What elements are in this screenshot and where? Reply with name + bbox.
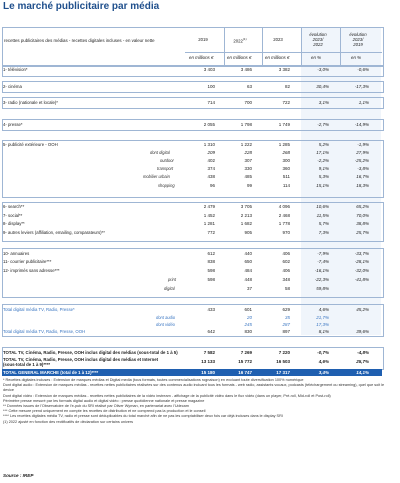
table-cell: 45,2% — [356, 307, 369, 312]
table-cell: 14,1% — [356, 370, 369, 375]
table-cell: 17,1% — [316, 150, 329, 155]
table-cell: 4 096 — [278, 204, 290, 209]
table-cell: 16,7% — [356, 174, 369, 179]
table-cell: 5,7% — [318, 221, 329, 226]
footnote: **** Les recettes digitales média TV, radio et presse sont déduplicables du total marché afin de ne pas les comptabiliser deux fois car déjà incluses dans le display SRI — [3, 414, 283, 419]
col-evolution-2023-2022: évolution 2023/ 2022 — [309, 32, 327, 47]
table-cell: 9,1% — [318, 166, 329, 171]
divider — [185, 52, 382, 53]
row-label: 12- imprimés sans adresse*** — [3, 268, 60, 273]
table-cell: 2 479 — [203, 204, 215, 209]
table-cell: 4,6% — [318, 359, 329, 364]
table-description: recettes publicitaires des médias - recettes digitales incluses - en valeur nette — [4, 38, 155, 43]
table-cell: 598 — [207, 268, 215, 273]
unit-label: en millions € — [265, 55, 290, 60]
table-cell: 3 403 — [203, 67, 215, 72]
row-label: 6- search** — [3, 204, 25, 209]
table-cell: -33,7% — [354, 251, 369, 256]
row-label: Total digital média TV, Radio, Presse, OOH — [3, 329, 86, 334]
table-cell: 722 — [282, 100, 290, 105]
table-cell: 2 055 — [203, 122, 215, 127]
table-cell: -14,9% — [354, 122, 369, 127]
table-cell: 3,4% — [318, 370, 329, 375]
footnote: ** Données issues de l'Observatoire de l'e-pub du SRI réalisé par Oliver Wyman, en partenariat avec l'Udecam — [3, 404, 189, 409]
table-cell: 485 — [244, 174, 252, 179]
table-cell: 58 — [284, 286, 290, 291]
table-cell: -25,2% — [354, 158, 369, 163]
table-cell: 1 798 — [240, 122, 252, 127]
row-label: TOTAL TV, Cinéma, Radio, Presse, OOH inclus digital des médias et Internet — [3, 357, 159, 362]
table-cell: -16,1% — [314, 268, 329, 273]
table-cell: 287 — [282, 322, 290, 327]
table-cell: 20 — [246, 315, 252, 320]
row-sublabel: digital — [164, 286, 175, 291]
table-cell: 114 — [282, 183, 290, 188]
footnote: Périmètre presse mesuré par les formats digital audio et digital vidéo : presse quotidienne nationale et presse magazine — [3, 398, 205, 403]
table-cell: 11,5% — [316, 213, 329, 218]
table-cell: 7 582 — [203, 350, 215, 355]
table-cell: 1 281 — [203, 221, 215, 226]
table-cell: 1 778 — [278, 221, 290, 226]
table-cell: -3,8% — [357, 166, 369, 171]
row-label: (sous-total de 1 à 9)**** — [3, 362, 51, 367]
row-sublabel: dont audio — [156, 315, 176, 320]
row-label: 10- annuaires — [3, 251, 30, 256]
table-cell: -1,9% — [357, 142, 369, 147]
footnote: Dont digital vidéo : Extension de marques médias - recettes nettes publicitaires de la vidéo instream - affichage de la publicité vidéo dans le flux vidéo (dans un player, Pré-roll, Mid-roll et Post-roll) — [3, 393, 331, 398]
col-2019: 2019 — [198, 37, 208, 42]
table-cell: 7 269 — [240, 350, 252, 355]
table-cell: 228 — [244, 150, 252, 155]
table-cell: 714 — [207, 100, 215, 105]
table-cell: -0,6% — [357, 67, 369, 72]
table-cell: 3 705 — [240, 204, 252, 209]
source-label: Source : IREP — [3, 473, 34, 478]
table-cell: 30,4% — [316, 84, 329, 89]
table-cell: 300 — [282, 158, 290, 163]
table-cell: 2 468 — [278, 213, 290, 218]
table-cell: -3,0% — [317, 67, 329, 72]
table-cell: 15,1% — [316, 183, 329, 188]
table-cell: -7,9% — [317, 251, 329, 256]
table-cell: 18,3% — [356, 183, 369, 188]
table-cell: 1,1% — [358, 100, 369, 105]
row-label: 5- publicité extérieure - OOH — [3, 142, 58, 147]
table-cell: 3 382 — [278, 67, 290, 72]
table-cell: 440 — [244, 251, 252, 256]
divider — [340, 27, 341, 65]
row-label: 7- social** — [3, 213, 23, 218]
table-cell: 2 213 — [240, 213, 252, 218]
table-cell: -2,7% — [317, 122, 329, 127]
table-cell: 897 — [282, 329, 290, 334]
table-cell: -7,4% — [317, 259, 329, 264]
table-cell: 970 — [282, 230, 290, 235]
row-sublabel: transport — [157, 166, 174, 171]
table-cell: 1 452 — [203, 213, 215, 218]
table-cell: 13 133 — [201, 359, 215, 364]
unit-label: en millions € — [227, 55, 252, 60]
table-cell: 5,2% — [318, 142, 329, 147]
table-cell: 65,2% — [356, 204, 369, 209]
table-cell: 642 — [207, 329, 215, 334]
row-label: 11- courrier publicitaire*** — [3, 259, 52, 264]
table-cell: 17,3% — [316, 322, 329, 327]
footnote: (1) 2022 ajusté en fonction des rectificatifs de déclaration sur certains univers — [3, 419, 134, 424]
table-cell: -2,2% — [317, 158, 329, 163]
table-cell: 268 — [282, 150, 290, 155]
page-title: Le marché publicitaire par média — [3, 1, 160, 12]
table-cell: 209 — [207, 150, 215, 155]
table-cell: 511 — [282, 174, 290, 179]
table-cell: 8,1% — [318, 329, 329, 334]
table-cell: 3,1% — [318, 100, 329, 105]
divider — [262, 27, 263, 65]
table-cell: 16 747 — [238, 370, 252, 375]
table-cell: 38,8% — [356, 221, 369, 226]
table-cell: 330 — [244, 166, 252, 171]
table-cell: 4,6% — [318, 307, 329, 312]
row-sublabel: dont vidéo — [156, 322, 175, 327]
table-cell: 100 — [207, 84, 215, 89]
table-cell: -4,8% — [357, 350, 369, 355]
table-cell: 37 — [246, 286, 252, 291]
table-cell: 25,7% — [356, 359, 369, 364]
table-cell: 484 — [244, 268, 252, 273]
table-cell: 402 — [207, 158, 215, 163]
row-label: Total digital média TV, Radio, Presse* — [3, 307, 75, 312]
table-cell: 35 — [284, 315, 290, 320]
table-cell: 16 503 — [276, 359, 290, 364]
table-cell: 5,3% — [318, 174, 329, 179]
table-cell: 245 — [244, 322, 252, 327]
row-label: 4- presse* — [3, 122, 23, 127]
table-cell: 374 — [207, 166, 215, 171]
row-label: 8- display** — [3, 221, 25, 226]
table-cell: 99 — [246, 183, 252, 188]
table-cell: -32,0% — [354, 268, 369, 273]
table-cell: 612 — [207, 251, 215, 256]
footnotes — [3, 378, 395, 425]
table-cell: 629 — [282, 307, 290, 312]
unit-label: en % — [351, 55, 362, 60]
table-cell: 1 222 — [240, 142, 252, 147]
col-evolution-2023-2019: évolution 2023/ 2019 — [349, 32, 367, 47]
unit-label: en % — [311, 55, 322, 60]
table-cell: 21,7% — [316, 315, 329, 320]
table-cell: 17 317 — [276, 370, 290, 375]
table-cell: 838 — [207, 259, 215, 264]
table-cell: 1 682 — [240, 221, 252, 226]
table-cell: -17,3% — [354, 84, 369, 89]
row-label: 3- radio (nationale et locale)* — [3, 100, 58, 105]
table-cell: 59,8% — [316, 286, 329, 291]
table-cell: 15 180 — [201, 370, 215, 375]
row-label: 1- télévision* — [3, 67, 28, 72]
table-cell: -41,8% — [354, 277, 369, 282]
table-cell: 27,9% — [356, 150, 369, 155]
table-cell: 63 — [246, 84, 252, 89]
table-cell: 3 486 — [240, 67, 252, 72]
row-sublabel: print — [168, 277, 176, 282]
table-cell: 15 772 — [238, 359, 252, 364]
table-cell: -28,1% — [354, 259, 369, 264]
row-sublabel: mobilier urbain — [143, 174, 170, 179]
table-cell: 650 — [244, 259, 252, 264]
table-cell: 448 — [244, 277, 252, 282]
table-cell: 406 — [282, 268, 290, 273]
table-cell: 7 220 — [278, 350, 290, 355]
row-label: TOTAL TV, Cinéma, Radio, Presse, OOH inclus digital des médias (sous-total de 1 à 5) — [3, 350, 178, 355]
table-cell: 1 285 — [278, 142, 290, 147]
table-cell: 70,0% — [356, 213, 369, 218]
table-cell: 598 — [207, 277, 215, 282]
row-label: 2- cinéma — [3, 84, 22, 89]
table-cell: -0,7% — [317, 350, 329, 355]
table-cell: 433 — [207, 307, 215, 312]
footnote: Dont digital audio : Extension de marques médias - recettes nettes publicitaires réalisées sur des contenus audio incluant tous les formats - web radio, assistants vocaux, podcasts (téléchargement ou streaming), quel que soit le device — [3, 383, 385, 393]
table-cell: 1 310 — [203, 142, 215, 147]
table-cell: 830 — [244, 329, 252, 334]
footnote: * Recettes digitales incluses : Extension de marques médias et Digital media (tous formats, toutes commercialisations rognaison) en excluant toute diversification 100% numérique — [3, 378, 304, 382]
table-cell: 360 — [282, 166, 290, 171]
table-cell: 406 — [282, 251, 290, 256]
table-cell: 96 — [209, 183, 215, 188]
row-sublabel: shopping — [158, 183, 175, 188]
table-cell: 348 — [282, 277, 290, 282]
table-cell: 772 — [207, 230, 215, 235]
table-cell: 438 — [207, 174, 215, 179]
table-cell: 25,7% — [356, 230, 369, 235]
footnote: *** Cette mesure prend uniquement en compte les recettes de distribution et ne comprend pas la production et le conseil — [3, 409, 206, 414]
table-cell: 601 — [244, 307, 252, 312]
divider — [224, 27, 225, 65]
table-cell: -22,3% — [314, 277, 329, 282]
row-sublabel: dont digital — [150, 150, 170, 155]
col-2022: 2022$^{(1)}$ — [233, 37, 247, 44]
table-cell: 700 — [244, 100, 252, 105]
unit-label: en millions € — [189, 55, 214, 60]
table-cell: 307 — [244, 158, 252, 163]
table-cell: 7,3% — [318, 230, 329, 235]
table-cell: 1 749 — [278, 122, 290, 127]
col-2023: 2023 — [273, 37, 283, 42]
row-sublabel: outdoor — [160, 158, 174, 163]
row-label: 9- autres leviers (affiliation, emailing, comparateurs)** — [3, 230, 105, 235]
divider — [301, 27, 302, 65]
table-cell: 10,6% — [316, 204, 329, 209]
table-cell: 82 — [284, 84, 290, 89]
table-cell: 602 — [282, 259, 290, 264]
table-cell: 905 — [244, 230, 252, 235]
row-label: TOTAL GENERAL MARCHE (total de 1 à 12)**** — [3, 370, 99, 375]
table-cell: 39,6% — [356, 329, 369, 334]
